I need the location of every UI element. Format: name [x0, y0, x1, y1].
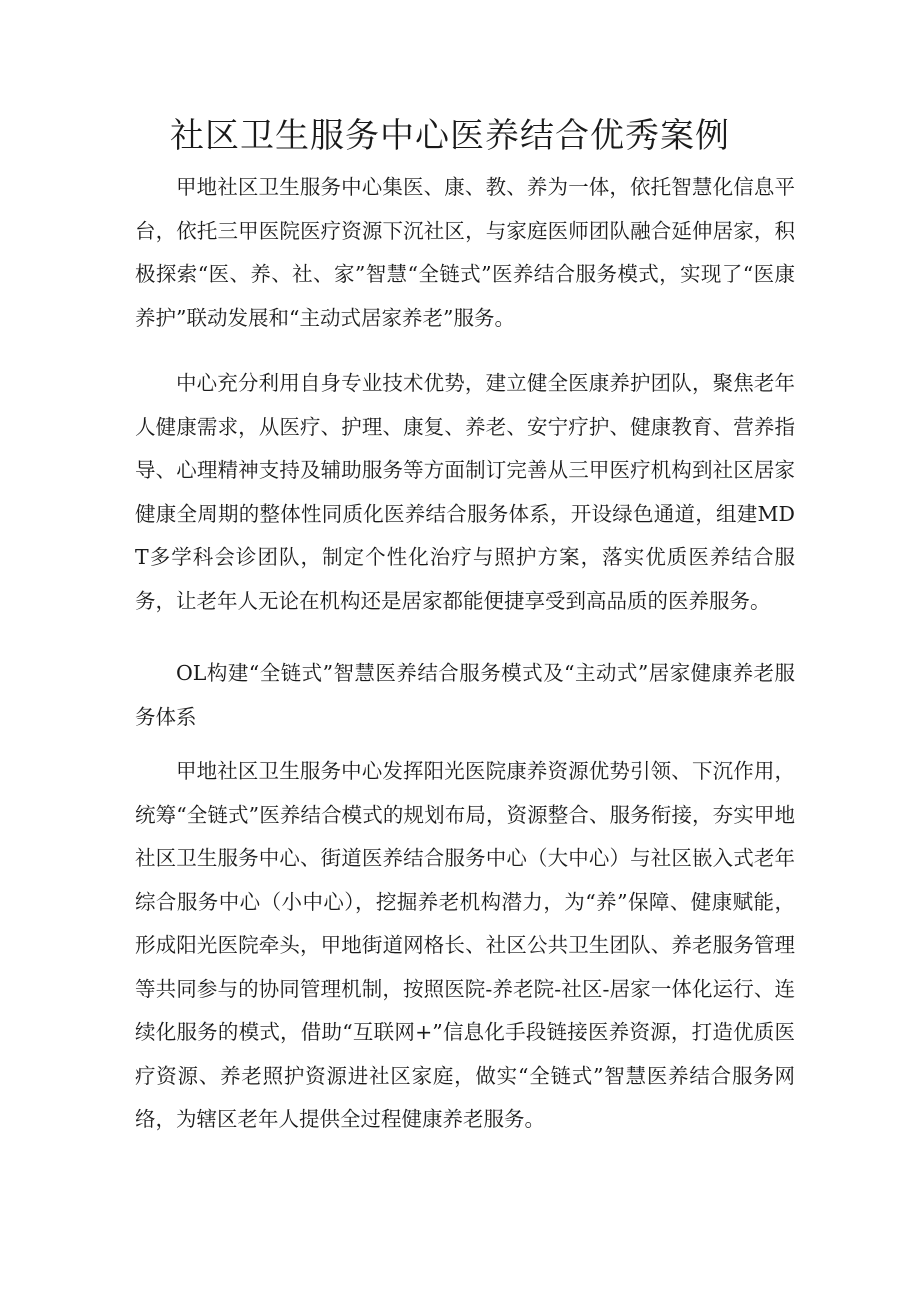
paragraph-service-network: 甲地社区卫生服务中心发挥阳光医院康养资源优势引领、下沉作用，统筹“全链式”医养结合模式的规划布局，资源整合、服务衔接，夯实甲地社区卫生服务中心、街道医养结合服务中心（大中心）与社区嵌入式老年综合服务中心（小中心），挖掘养老机构潜力，为“养”保障、健康赋能，形成阳光医院牵头，甲地街道网格长、社区公共卫生团队、养老服务管理等共同参与的协同管理机制，按照医院-养老院-社区-居家一体化运行、连续化服务的模式，借助“互联网+”信息化手段链接医养资源，打造优质医疗资源、养老照护资源进社区家庭，做实“全链式”智慧医养结合服务网络，为辖区老年人提供全过程健康养老服务。: [135, 759, 795, 1131]
document-title: 社区卫生服务中心医养结合优秀案例: [170, 116, 730, 156]
paragraph-team: 中心充分利用自身专业技术优势，建立健全医康养护团队，聚焦老年人健康需求，从医疗、护理、康复、养老、安宁疗护、健康教育、营养指导、心理精神支持及辅助服务等方面制订完善从三甲医疗机构到社区居家健康全周期的整体性同质化医养结合服务体系，开设绿色通道，组建MDT多学科会诊团队，制定个性化治疗与照护方案，落实优质医养结合服务，让老年人无论在机构还是居家都能便捷享受到高品质的医养服务。: [135, 371, 795, 613]
paragraph-intro: 甲地社区卫生服务中心集医、康、教、养为一体，依托智慧化信息平台，依托三甲医院医疗资源下沉社区，与家庭医师团队融合延伸居家，积极探索“医、养、社、家”智慧“全链式”医养结合服务模式，实现了“医康养护”联动发展和“主动式居家养老”服务。: [135, 175, 795, 330]
paragraph-section-heading: OL构建“全链式”智慧医养结合服务模式及“主动式”居家健康养老服务体系: [135, 661, 795, 729]
